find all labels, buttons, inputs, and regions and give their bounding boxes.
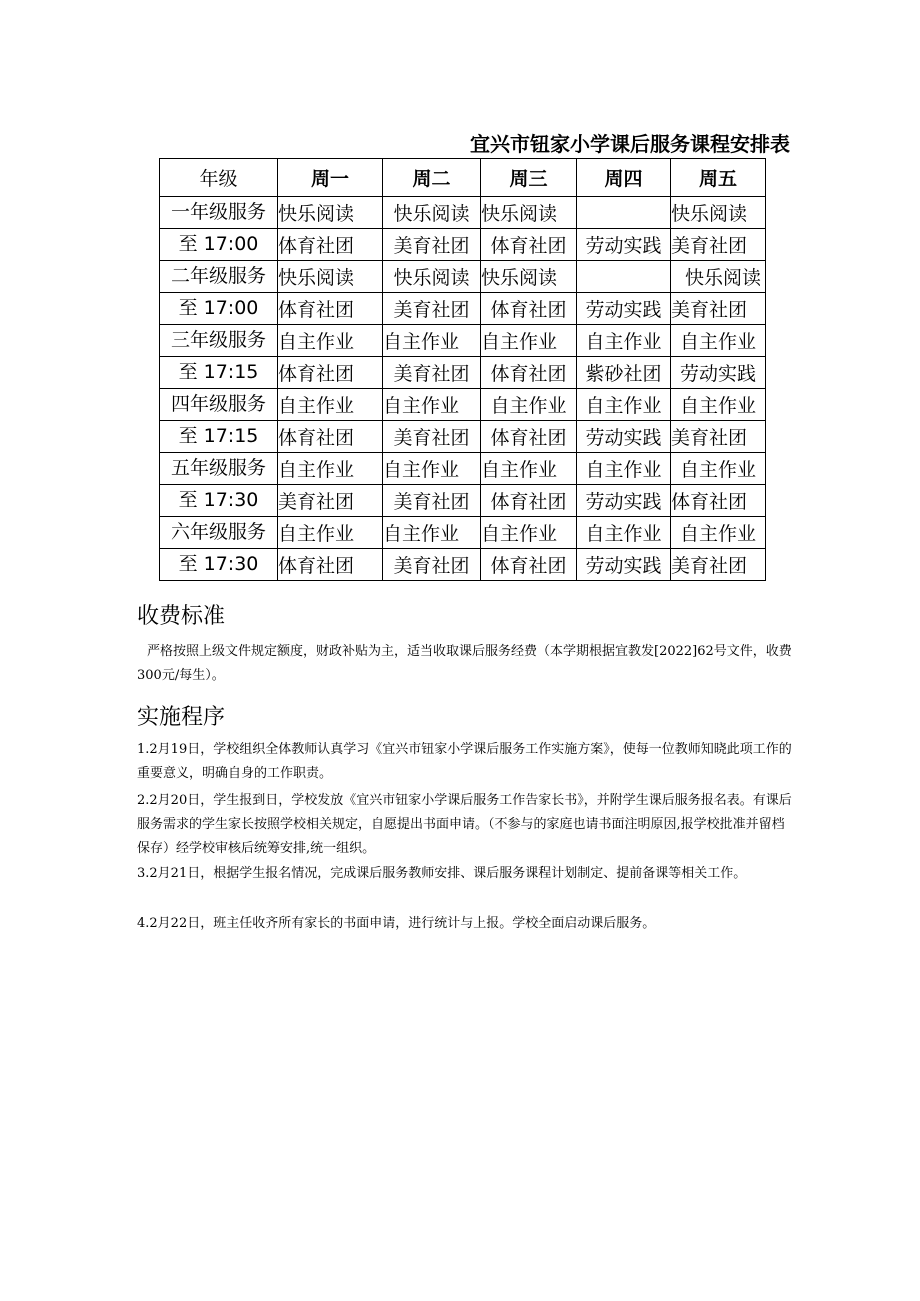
fees-heading: 收费标准	[137, 604, 226, 629]
procedure-step-4: 4.2月22日，班主任收齐所有家长的书面申请，进行统计与上报。学校全面启动课后服务。	[137, 916, 656, 931]
table-cell: 劳动实践	[577, 229, 671, 261]
table-row	[160, 325, 766, 357]
grade-time: 至 17:30	[160, 549, 278, 581]
table-cell: 快乐阅读	[671, 197, 766, 229]
table-cell: 体育社团	[481, 293, 577, 325]
header-thursday: 周四	[577, 159, 671, 197]
table-cell: 自主作业	[383, 389, 481, 421]
grade-time: 至 17:15	[160, 421, 278, 453]
table-cell: 自主作业	[671, 517, 766, 549]
header-monday: 周一	[278, 159, 383, 197]
procedure-heading: 实施程序	[137, 705, 226, 730]
grade-label: 六年级服务	[160, 517, 278, 549]
table-cell: 体育社团	[278, 293, 383, 325]
table-cell: 自主作业	[577, 453, 671, 485]
schedule-table	[159, 158, 766, 581]
table-cell: 自主作业	[383, 517, 481, 549]
table-cell: 自主作业	[577, 389, 671, 421]
table-cell: 美育社团	[383, 229, 481, 261]
table-row	[160, 485, 766, 517]
table-cell: 劳动实践	[577, 293, 671, 325]
table-row	[160, 293, 766, 325]
header-tuesday: 周二	[383, 159, 481, 197]
table-cell: 紫砂社团	[577, 357, 671, 389]
table-cell: 快乐阅读	[383, 197, 481, 229]
table-cell: 自主作业	[671, 389, 766, 421]
grade-label: 一年级服务	[160, 197, 278, 229]
table-cell: 快乐阅读	[671, 261, 766, 293]
grade-label: 二年级服务	[160, 261, 278, 293]
page-title: 宜兴市钮家小学课后服务课程安排表	[470, 132, 790, 156]
grade-time: 至 17:15	[160, 357, 278, 389]
table-cell	[577, 261, 671, 293]
grade-time: 至 17:00	[160, 293, 278, 325]
table-row	[160, 229, 766, 261]
table-cell: 体育社团	[278, 421, 383, 453]
table-cell: 自主作业	[577, 517, 671, 549]
table-cell: 快乐阅读	[481, 261, 577, 293]
header-wednesday: 周三	[481, 159, 577, 197]
table-cell: 自主作业	[383, 325, 481, 357]
table-cell: 劳动实践	[577, 485, 671, 517]
table-row	[160, 389, 766, 421]
table-cell: 美育社团	[671, 549, 766, 581]
table-row	[160, 261, 766, 293]
table-cell: 体育社团	[481, 485, 577, 517]
table-cell: 体育社团	[481, 357, 577, 389]
table-cell: 劳动实践	[577, 421, 671, 453]
table-row	[160, 549, 766, 581]
table-row	[160, 453, 766, 485]
procedure-step-2: 2.2月20日，学生报到日，学校发放《宜兴市钮家小学课后服务工作告家长书》，并附学生课后服务报名表。有课后服务需求的学生家长按照学校相关规定，自愿提出书面申请。（不参与的家庭也请书面注明原因,报学校批准并留档保存）经学校审核后统筹安排,统一组织。	[137, 793, 792, 856]
table-row	[160, 197, 766, 229]
table-cell: 自主作业	[481, 453, 577, 485]
table-cell: 自主作业	[278, 325, 383, 357]
table-cell: 体育社团	[481, 549, 577, 581]
table-cell: 快乐阅读	[278, 197, 383, 229]
table-cell: 体育社团	[278, 229, 383, 261]
table-cell: 自主作业	[577, 325, 671, 357]
procedure-step-1: 1.2月19日，学校组织全体教师认真学习《宜兴市钮家小学课后服务工作实施方案》，使每一位教师知晓此项工作的重要意义，明确自身的工作职责。	[137, 742, 792, 781]
table-cell: 自主作业	[671, 453, 766, 485]
grade-label: 三年级服务	[160, 325, 278, 357]
table-cell: 快乐阅读	[383, 261, 481, 293]
table-cell: 劳动实践	[577, 549, 671, 581]
table-cell	[577, 197, 671, 229]
table-cell: 美育社团	[383, 549, 481, 581]
table-cell: 体育社团	[481, 229, 577, 261]
table-cell: 美育社团	[383, 357, 481, 389]
table-cell: 美育社团	[383, 421, 481, 453]
table-cell: 美育社团	[671, 421, 766, 453]
grade-time: 至 17:30	[160, 485, 278, 517]
fees-paragraph: 严格按照上级文件规定额度，财政补贴为主，适当收取课后服务经费（本学期根据宜教发[2022]62号文件，收费300元/每生）。	[137, 644, 792, 683]
table-cell: 自主作业	[278, 453, 383, 485]
table-cell: 自主作业	[278, 517, 383, 549]
header-friday: 周五	[671, 159, 766, 197]
table-cell: 体育社团	[278, 549, 383, 581]
table-row	[160, 517, 766, 549]
table-row	[160, 421, 766, 453]
procedure-step-3: 3.2月21日，根据学生报名情况，完成课后服务教师安排、课后服务课程计划制定、提前备课等相关工作。	[137, 866, 747, 881]
table-cell: 劳动实践	[671, 357, 766, 389]
table-cell: 美育社团	[383, 485, 481, 517]
table-header-row	[160, 159, 766, 197]
table-cell: 快乐阅读	[481, 197, 577, 229]
table-cell: 美育社团	[383, 293, 481, 325]
table-cell: 体育社团	[481, 421, 577, 453]
table-cell: 自主作业	[481, 517, 577, 549]
table-cell: 美育社团	[671, 229, 766, 261]
table-cell: 自主作业	[671, 325, 766, 357]
grade-label: 五年级服务	[160, 453, 278, 485]
table-cell: 自主作业	[278, 389, 383, 421]
table-cell: 美育社团	[671, 293, 766, 325]
grade-label: 四年级服务	[160, 389, 278, 421]
table-cell: 美育社团	[278, 485, 383, 517]
grade-time: 至 17:00	[160, 229, 278, 261]
table-cell: 体育社团	[671, 485, 766, 517]
table-cell: 自主作业	[383, 453, 481, 485]
table-cell: 自主作业	[481, 389, 577, 421]
table-cell: 快乐阅读	[278, 261, 383, 293]
table-cell: 体育社团	[278, 357, 383, 389]
table-row	[160, 357, 766, 389]
header-grade: 年级	[160, 159, 278, 197]
table-cell: 自主作业	[481, 325, 577, 357]
